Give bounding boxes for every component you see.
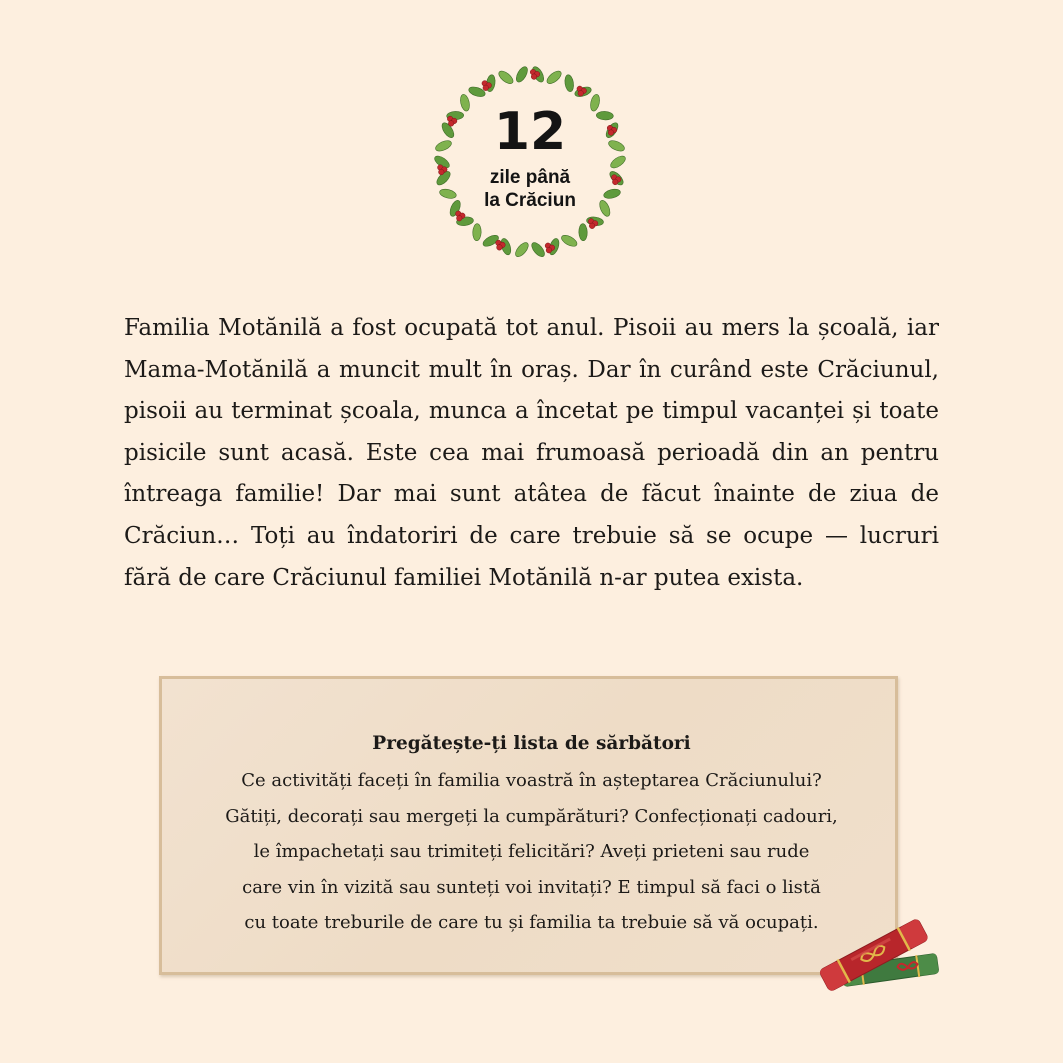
holiday-list-line: cu toate treburile de care tu și familia ta trebuie să vă ocupați.	[244, 912, 819, 933]
christmas-cracker-icon	[812, 912, 944, 996]
countdown-label-line1: zile până	[489, 167, 571, 188]
holiday-list-card	[159, 676, 898, 975]
intro-paragraph: Familia Motănilă a fost ocupată tot anul. Pisoii au mers la școală, iar Mama-Motănilă a muncit mult în oraș. Dar în curând este Crăciunul, pisoii au terminat școala, munca a încetat pe timpul vacanței și toate pisicile sunt acasă. Este cea mai frumoasă perioadă din an pentru întreaga familie! Dar mai sunt atâtea de făcut înainte de ziua de Crăciun… Toți au îndatoriri de care trebuie să se ocupe — lucruri fără de care Crăciunul familiei Motănilă n-ar putea exista.	[124, 315, 939, 591]
countdown-label	[430, 166, 630, 212]
holiday-list-line: Ce activități faceți în familia voastră în așteptarea Crăciunului?	[241, 770, 822, 791]
holiday-list-line: care vin în vizită sau sunteți voi invitați? E timpul să faci o listă	[242, 876, 821, 898]
holiday-list-line: le împachetați sau trimiteți felicitări? Aveți prieteni sau rude	[253, 841, 810, 862]
countdown-label-line2: la Crăciun	[484, 190, 576, 211]
countdown-wreath	[430, 62, 630, 262]
holiday-list-line: Gătiți, decorați sau mergeți la cumpărături? Confecționați cadouri,	[225, 805, 838, 827]
holiday-list-body	[182, 763, 881, 941]
holly-wreath-icon	[430, 62, 630, 262]
countdown-number: 12	[493, 102, 567, 162]
holiday-list-title: Pregătește-ți lista de sărbători	[372, 733, 691, 754]
